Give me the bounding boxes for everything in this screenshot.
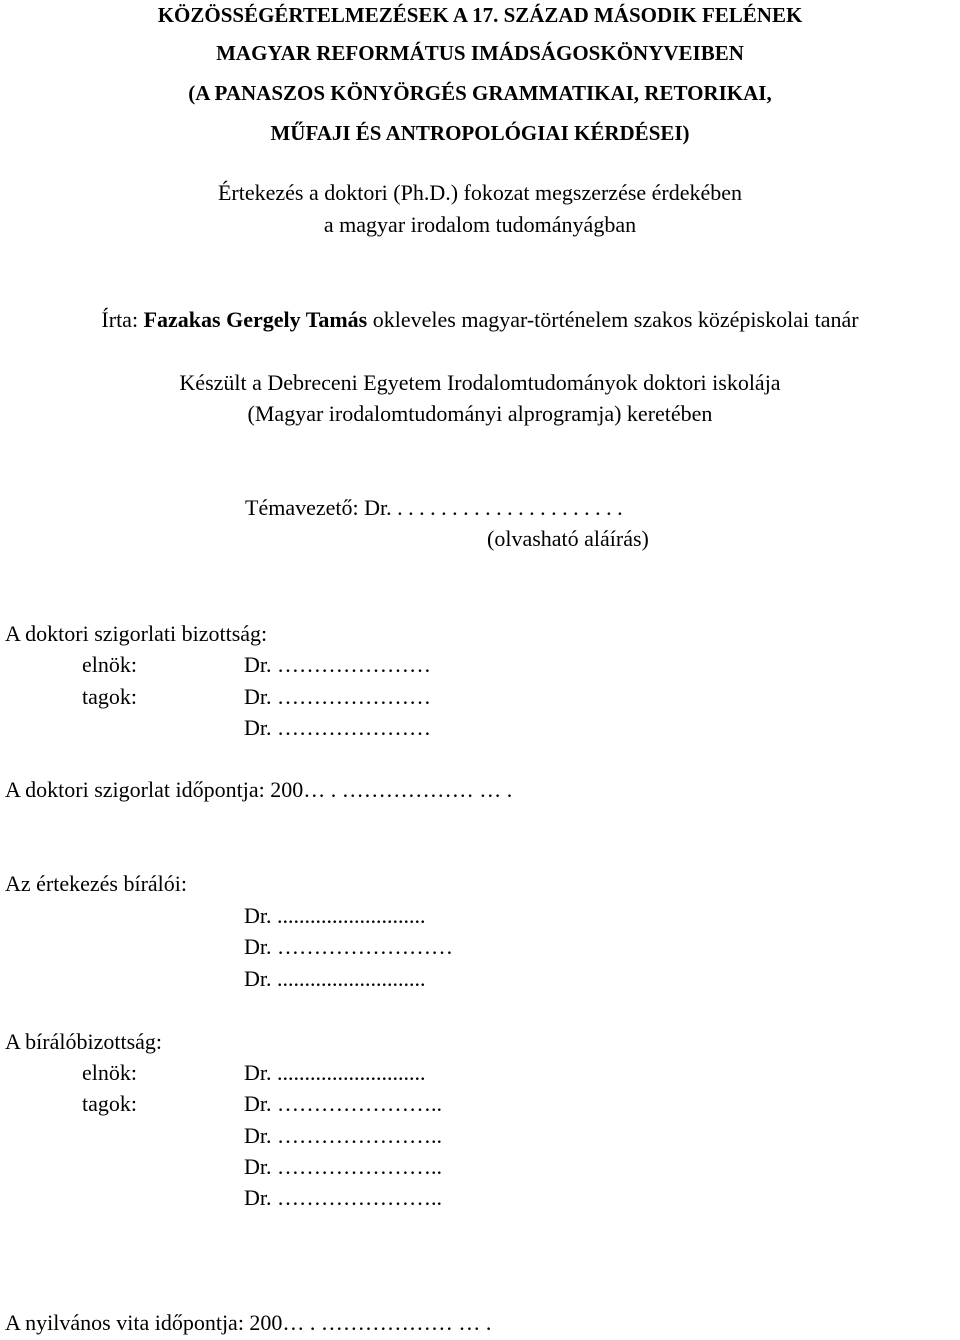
supervisor-line: Témavezető: Dr. . . . . . . . . . . . . . . . . . . . . . (245, 495, 623, 520)
review-member-4: Dr. ………………….. (244, 1185, 442, 1210)
title-line-2: MAGYAR REFORMÁTUS IMÁDSÁGOSKÖNYVEIBEN (216, 41, 744, 65)
subtitle-line-2: a magyar irodalom tudományágban (323, 212, 637, 237)
title-line-4: MŰFAJI ÉS ANTROPOLÓGIAI KÉRDÉSEI) (270, 121, 690, 145)
reviewer-2: Dr. …………………… (244, 934, 453, 959)
defense-date: A nyilvános vita időpontja: 200… . ……………… … . (5, 1310, 492, 1335)
signature-note: (olvasható aláírás) (487, 526, 649, 551)
exam-chair-label: elnök: (82, 652, 137, 677)
exam-chair-value: Dr. ………………… (244, 652, 431, 677)
reviewer-3: Dr. ........................... (244, 966, 426, 991)
review-committee-heading: A bírálóbizottság: (5, 1029, 163, 1054)
author-name: Fazakas Gergely Tamás (143, 307, 368, 332)
subtitle-line-1: Értekezés a doktori (Ph.D.) fokozat megszerzése érdekében (217, 180, 743, 205)
review-chair-value: Dr. ........................... (244, 1060, 426, 1085)
institution-line-1: Készült a Debreceni Egyetem Irodalomtudományok doktori iskolája (179, 370, 781, 395)
review-member-1: Dr. ………………….. (244, 1091, 442, 1116)
reviewers-heading: Az értekezés bírálói: (5, 871, 188, 896)
author-suffix: okleveles magyar-történelem szakos középiskolai tanár (367, 307, 859, 332)
reviewer-1: Dr. ........................... (244, 903, 426, 928)
author-prefix: Írta: (101, 307, 144, 332)
review-members-label: tagok: (82, 1091, 137, 1116)
exam-committee-heading: A doktori szigorlati bizottság: (5, 621, 268, 646)
review-chair-label: elnök: (82, 1060, 137, 1085)
exam-member-2: Dr. ………………… (244, 715, 431, 740)
title-line-1: KÖZÖSSÉGÉRTELMEZÉSEK A 17. SZÁZAD MÁSODIK FELÉNEK (157, 3, 803, 27)
author-line (0, 309, 960, 331)
institution-line-2: (Magyar irodalomtudományi alprogramja) keretében (247, 401, 713, 426)
exam-member-1: Dr. ………………… (244, 684, 431, 709)
exam-date: A doktori szigorlat időpontja: 200… . ……………… … . (5, 777, 513, 802)
exam-members-label: tagok: (82, 684, 137, 709)
review-member-2: Dr. ………………….. (244, 1123, 442, 1148)
review-member-3: Dr. ………………….. (244, 1154, 442, 1179)
title-line-3: (A PANASZOS KÖNYÖRGÉS GRAMMATIKAI, RETORIKAI, (188, 81, 772, 105)
